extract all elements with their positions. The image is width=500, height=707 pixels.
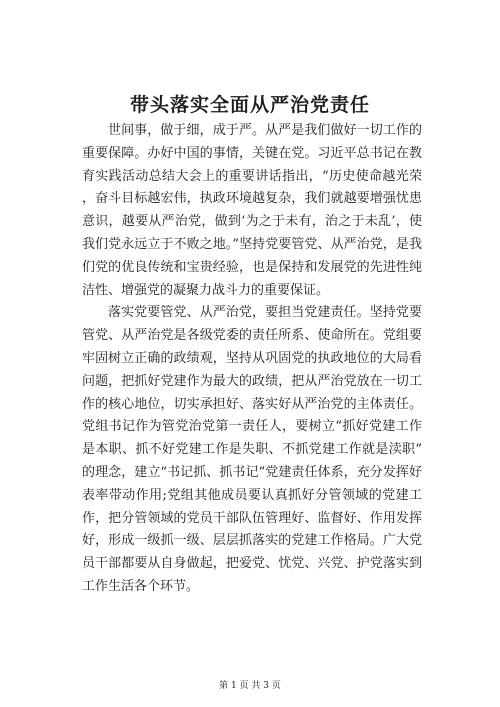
- document-title: 带头落实全面从严治党责任: [129, 94, 370, 116]
- paragraph-2: 落实党要管党、从严治党，要担当党建责任。坚持党要管党、从严治党是各级党委的责任所系、使命所在。党组要牢固树立正确的政绩观，坚持从巩固党的执政地位的大局看问题，把抓好党建作为最大的政绩，把从严治党放在一切工作的核心地位，切实承担好、落实好从严治党的主体责任。党组书记作为管党治党第一责任人，要树立“抓好党建工作是本职、抓不好党建工作是失职、不抓党建工作就是渎职”的理念，建立“书记抓、抓书记”党建责任体系，充分发挥好表率带动作用;党组其他成员要认真抓好分管领域的党建工作，把分管领域的党员干部队伍管理好、监督好、作用发挥好，形成一级抓一级、层层抓落实的党建工作格局。广大党员干部都要从自身做起，把爱党、忧党、兴党、护党落实到工作生活各个环节。: [82, 305, 422, 594]
- paragraph-1: 世间事，做于细，成于严。从严是我们做好一切工作的重要保障。办好中国的事情，关键在党。习近平总书记在教育实践活动总结大会上的重要讲话指出，“历史使命越光荣，奋斗目标越宏伟，执政环境越复杂，我们就越要增强忧患意识，越要从严治党，做到‘为之于未有，治之于未乱’，使我们党永远立于不败之地。”坚持党要管党、从严治党，是我们党的优良传统和宝贵经验，也是保持和发展党的先进性纯洁性、增强党的凝聚力战斗力的重要保证。: [82, 123, 422, 298]
- document-body: [82, 120, 422, 599]
- page-footer: 第 1 页 共 3 页: [219, 681, 281, 691]
